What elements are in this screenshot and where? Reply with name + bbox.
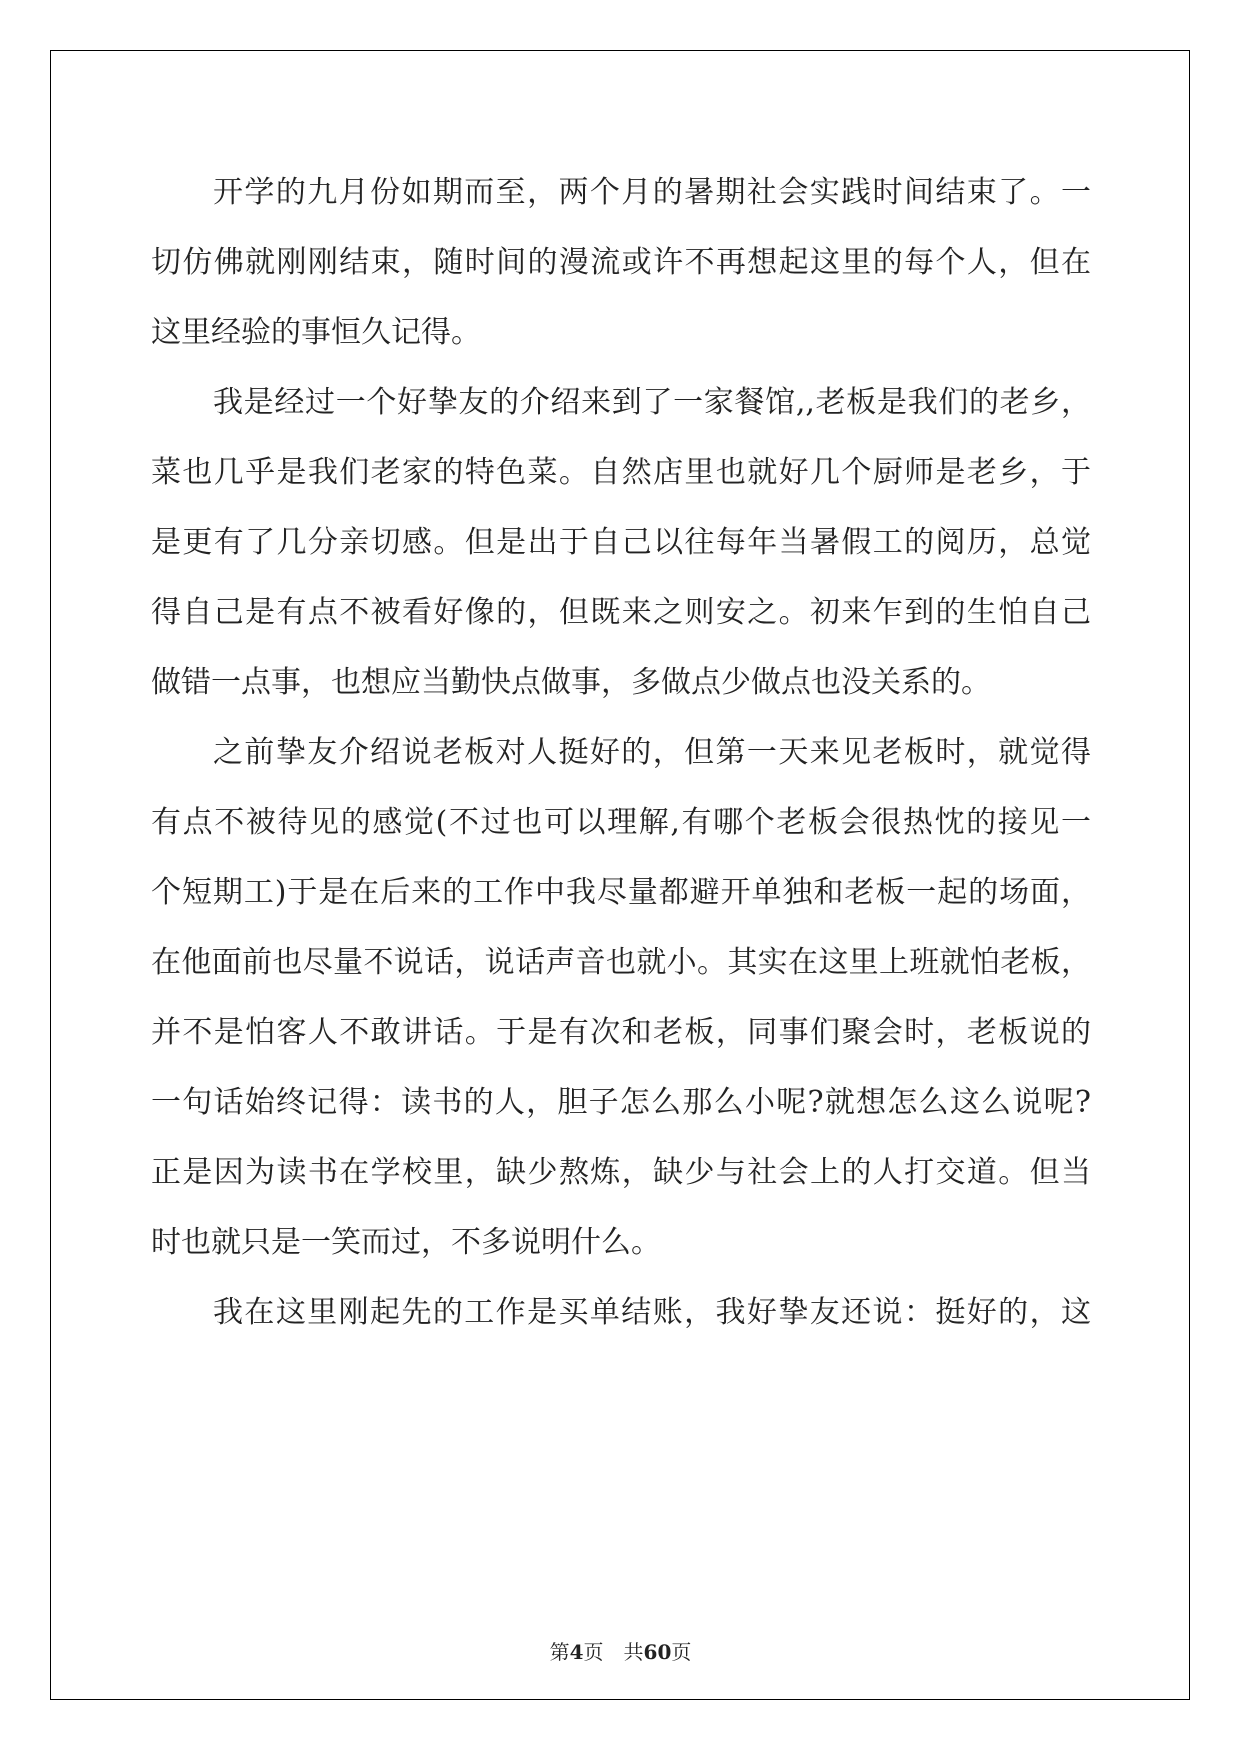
text-line: 在他面前也尽量不说话，说话声音也就小。其实在这里上班就怕老板， [151, 945, 1091, 980]
text-line: 并不是怕客人不敢讲话。于是有次和老板，同事们聚会时，老板说的 [151, 1015, 1091, 1050]
footer-middle: 页 共 [583, 1640, 644, 1664]
footer-prefix: 第 [549, 1640, 570, 1664]
page-footer [0, 1636, 1241, 1665]
text-line: 做错一点事，也想应当勤快点做事，多做点少做点也没关系的。 [151, 665, 991, 700]
text-line: 时也就只是一笑而过，不多说明什么。 [151, 1225, 661, 1260]
text-line: 之前挚友介绍说老板对人挺好的，但第一天来见老板时，就觉得 [213, 735, 1091, 770]
text-line: 我在这里刚起先的工作是买单结账，我好挚友还说：挺好的，这 [213, 1295, 1091, 1330]
text-line: 个短期工)于是在后来的工作中我尽量都避开单独和老板一起的场面， [151, 875, 1091, 910]
text-line: 一句话始终记得：读书的人，胆子怎么那么小呢?就想怎么这么说呢? [151, 1085, 1091, 1120]
text-line: 切仿佛就刚刚结束，随时间的漫流或许不再想起这里的每个人，但在 [151, 245, 1091, 280]
document-body [151, 158, 1091, 1348]
text-line: 是更有了几分亲切感。但是出于自己以往每年当暑假工的阅历，总觉 [151, 525, 1091, 560]
text-line: 有点不被待见的感觉(不过也可以理解,有哪个老板会很热忱的接见一 [151, 805, 1091, 840]
text-line: 这里经验的事恒久记得。 [151, 315, 481, 350]
text-line: 正是因为读书在学校里，缺少熬炼，缺少与社会上的人打交道。但当 [151, 1155, 1091, 1190]
footer-suffix: 页 [671, 1640, 692, 1664]
total-page-count: 60 [643, 1640, 672, 1664]
current-page-number: 4 [569, 1640, 584, 1664]
text-line: 得自己是有点不被看好像的，但既来之则安之。初来乍到的生怕自己 [151, 595, 1091, 630]
text-line: 我是经过一个好挚友的介绍来到了一家餐馆,,老板是我们的老乡， [213, 385, 1091, 420]
text-line: 开学的九月份如期而至，两个月的暑期社会实践时间结束了。一 [213, 175, 1091, 210]
text-line: 菜也几乎是我们老家的特色菜。自然店里也就好几个厨师是老乡，于 [151, 455, 1091, 490]
